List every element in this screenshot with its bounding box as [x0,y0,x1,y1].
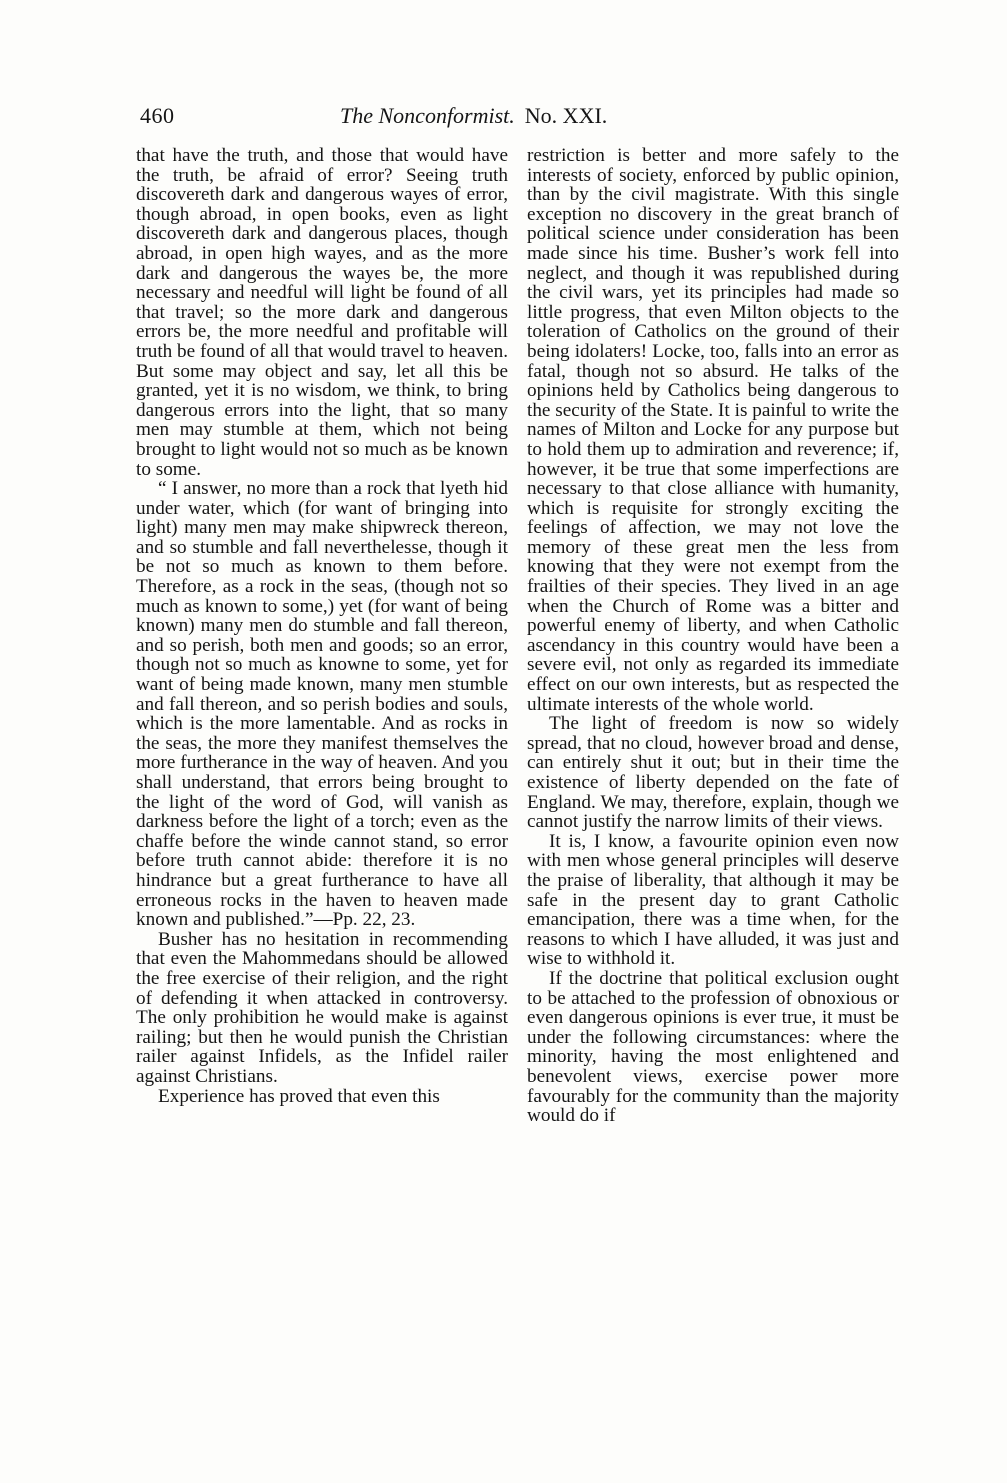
left-column [136,146,508,1106]
left-paragraph-2: “ I answer, no more than a rock that lyeth hid under water, which (for want of bringing into light) many men may make shipwreck thereon, and so stumble and fall neverthelesse, though it be not so much as known to them before. Therefore, as a rock in the seas, (though not so much as known to some,) yet (for want of being known) many men do stumble and fall thereon, and so perish, both men and goods; so an error, though not so much as knowne to some, yet for want of being made known, many men stumble and fall thereon, and so perish bodies and souls, which is the more lamentable. And as rocks in the seas, the more they manifest themselves the more furtherance in the way of heaven. And you shall understand, that errors being brought to the light of the word of God, will vanish as darkness before the light of a torch; even as the chaffe before the winde cannot stand, so error before truth cannot abide: therefore it is no hindrance but a great furtherance to have all erroneous rocks in the haven to heaven made known and published.”—Pp. 22, 23. [136,478,508,931]
page-number: 460 [140,103,175,128]
right-paragraph-3: It is, I know, a favourite opinion even now with men whose general principles will deserve the praise of liberality, that although it may be safe in the present day to grant Catholic emancipation, there was a time when, for the reasons to which I have alluded, it was just and wise to withhold it. [527,830,899,970]
issue-number: No. XXI. [524,103,608,128]
right-column [527,146,899,1126]
page-header [140,103,900,137]
left-paragraph-4: Experience has proved that even this [158,1085,440,1107]
right-paragraph-4: If the doctrine that political exclusion ought to be attached to the profession of obnoxious or even dangerous opinions is ever true, it must be under the following circumstances: where the minority, having the most enlightened and benevolent views, exercise power more favourably for the community than the majority would do if [527,967,899,1127]
right-paragraph-1: restriction is better and more safely to the interests of society, enforced by public opinion, than by the civil magistrate. With this single exception no discovery in the great branch of political science under consideration has been made since his time. Busher’s work fell into neglect, and though it was republished during the civil wars, yet its principles had made so little progress, that even Milton objects to the toleration of Catholics on the ground of their being idolaters! Locke, too, falls into an error as fatal, though not so absurd. He talks of the opinions held by Catholics being dangerous to the security of the State. It is painful to write the names of Milton and Locke for any purpose but to hold them up to admiration and reverence; if, however, it be true that some imperfections are necessary to that close alliance with humanity, which is requisite for strongly exciting the feelings of affection, we may not love the memory of these great men the less from knowing that they were not exempt from the frailties of their species. They lived in an age when the Church of Rome was a bitter and powerful enemy of liberty, and when Catholic ascendancy in this country would have been a severe evil, not only as regarded its immediate effect on our own interests, but as respected the ultimate interests of the whole world. [527,145,899,715]
left-paragraph-3: Busher has no hesitation in recommending that even the Mahommedans should be allowed the free exercise of their religion, and the right of defending it when attacked in controversy. The only prohibition he would make is against railing; but then he would punish the Christian railer against Infidels, as the Infidel railer against Christians. [136,928,508,1087]
right-paragraph-2: The light of freedom is now so widely spread, that no cloud, however broad and dense, can entirely shut it out; but in their time the existence of liberty depended on the fate of England. We may, therefore, explain, though we cannot justify the narrow limits of their views. [527,713,899,833]
left-paragraph-1: that have the truth, and those that would have the truth, be afraid of error? Seeing truth discovereth dark and dangerous wayes of error, though abroad, in open books, even as light discovereth dark and dangerous places, though abroad, in open high wayes, and as the more dark and dangerous the wayes be, the more necessary and needful will light be found of all that travel; so the more dark and dangerous errors be, the more needful and profitable will truth be found of all that would travel to heaven. But some may object and say, let all this be granted, yet it is no wisdom, we think, to bring dangerous errors into the light, that so many men may stumble at them, which not being brought to light would not so much as be known to some. [136,145,508,480]
running-head [340,103,607,129]
journal-title: The Nonconformist. [340,103,515,128]
